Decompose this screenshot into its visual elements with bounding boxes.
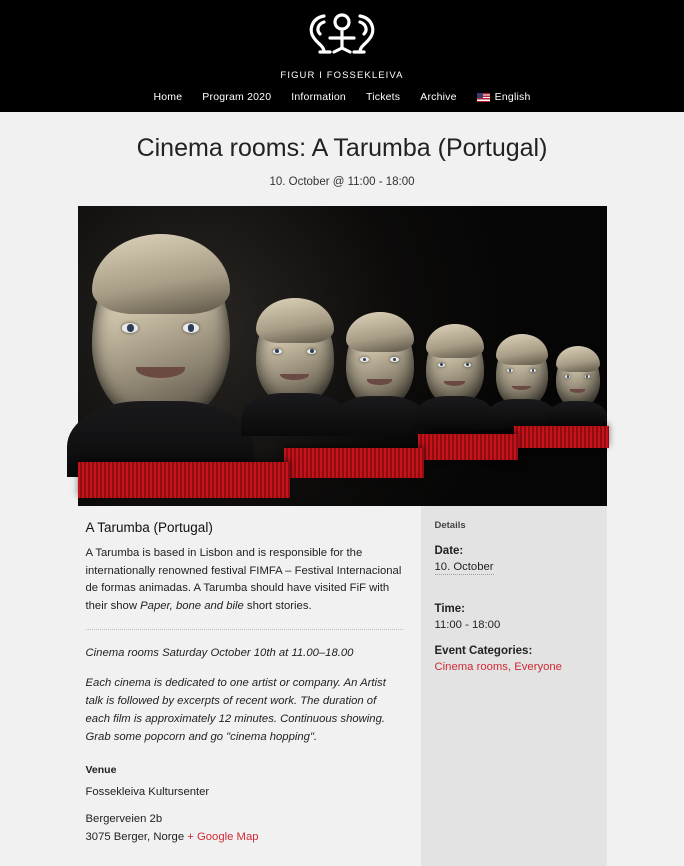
red-fringe-curtain — [284, 448, 424, 478]
time-label: Time: — [434, 603, 465, 615]
puppet-head-5 — [496, 334, 548, 408]
event-paragraph — [86, 545, 403, 615]
details-sidebar — [421, 506, 607, 866]
schedule-line: Cinema rooms Saturday October 10th at 11.00–18.00 — [85, 647, 354, 659]
puppet-eye-right — [464, 363, 471, 367]
puppet-head-3 — [346, 312, 414, 408]
logo-wordmark: FIGUR I FOSSEKLEIVA — [280, 70, 404, 81]
venue-name: Fossekleiva Kultursenter — [85, 786, 210, 799]
puppet-eye-left — [273, 349, 282, 354]
puppet-head-1 — [92, 234, 230, 424]
event-description-column — [78, 506, 421, 866]
date-label: Date: — [434, 545, 464, 557]
puppet-eye-left — [360, 357, 368, 362]
venue-address — [86, 810, 403, 846]
puppet-figure-icon — [294, 8, 390, 68]
date-value-wrap — [435, 561, 593, 589]
date-value: 10. October — [434, 561, 494, 573]
nav-home[interactable]: Home — [153, 91, 183, 103]
puppet-body — [486, 399, 557, 429]
puppet-mouth — [367, 379, 392, 385]
puppet-body — [241, 393, 347, 436]
venue-street: Bergerveien 2b — [85, 813, 163, 826]
puppet-mouth — [136, 367, 186, 378]
site-header — [0, 0, 684, 112]
puppet-body — [415, 396, 494, 429]
puppet-eye-right — [390, 357, 398, 362]
puppet-hair — [556, 346, 600, 372]
puppet-eye-right — [585, 375, 590, 378]
event-title: A Tarumba (Portugal) — [85, 520, 213, 535]
category-separator: , — [507, 661, 515, 673]
puppet-body — [333, 396, 425, 434]
red-fringe-curtain — [418, 434, 518, 460]
nav-archive[interactable]: Archive — [420, 91, 457, 103]
puppet-eye-right — [530, 369, 536, 373]
puppet-head-4 — [426, 324, 484, 406]
puppet-eye-left — [507, 369, 513, 373]
red-fringe-curtain — [514, 426, 609, 448]
nav-information[interactable]: Information — [291, 91, 346, 103]
google-map-link[interactable]: + Google Map — [187, 831, 259, 844]
red-fringe-curtain — [78, 462, 290, 498]
puppet-mouth — [444, 381, 465, 386]
main-navigation — [0, 91, 684, 112]
language-label: English — [494, 91, 531, 103]
event-categories — [435, 661, 593, 673]
title-block — [0, 112, 684, 188]
page-title: Cinema rooms: A Tarumba (Portugal) — [136, 134, 548, 162]
puppet-body — [548, 401, 608, 426]
event-categories-label: Event Categories: — [434, 645, 533, 657]
venue-heading: Venue — [85, 764, 117, 777]
site-logo[interactable] — [0, 8, 684, 81]
section-divider — [86, 629, 403, 630]
language-switcher[interactable] — [477, 91, 531, 103]
puppet-head-6 — [556, 346, 600, 408]
event-description: Each cinema is dedicated to one artist or company. An Artist talk is followed by excerpts of recent work. The duration of each film is approximately 12 minutes. Continuous showing. Grab some popcorn and go "cinema hopping". — [85, 677, 386, 744]
puppet-eye-left — [438, 363, 445, 367]
puppet-mouth — [570, 389, 586, 393]
puppet-eye-right — [307, 349, 316, 354]
content-area — [78, 506, 607, 866]
puppet-head-2 — [256, 298, 334, 406]
us-flag-icon — [477, 93, 490, 102]
event-paragraph-part-2: short stories. — [243, 599, 312, 612]
puppet-eye-right — [183, 323, 200, 333]
puppet-eye-left — [565, 375, 570, 378]
details-heading: Details — [434, 520, 466, 531]
category-link-everyone[interactable]: Everyone — [514, 661, 562, 673]
category-link-cinema-rooms[interactable]: Cinema rooms — [434, 661, 508, 673]
event-datetime-subtitle: 10. October @ 11:00 - 18:00 — [269, 176, 415, 188]
venue-city: 3075 Berger, Norge — [85, 831, 185, 844]
puppet-mouth — [280, 374, 308, 380]
puppet-mouth — [512, 386, 531, 390]
event-paragraph-part-1: A Tarumba is based in Lisbon and is responsible for the internationally renowned festival FIMFA – Festival Internacional de formas animadas. A Tarumba should have visited FiF with their show — [85, 547, 402, 612]
nav-tickets[interactable]: Tickets — [365, 91, 401, 103]
time-value: 11:00 - 18:00 — [434, 619, 501, 631]
show-title-italic: Paper, bone and bile — [140, 599, 244, 612]
event-hero-image — [78, 206, 607, 506]
puppet-eye-left — [122, 323, 139, 333]
nav-program-2020[interactable]: Program 2020 — [202, 91, 272, 103]
